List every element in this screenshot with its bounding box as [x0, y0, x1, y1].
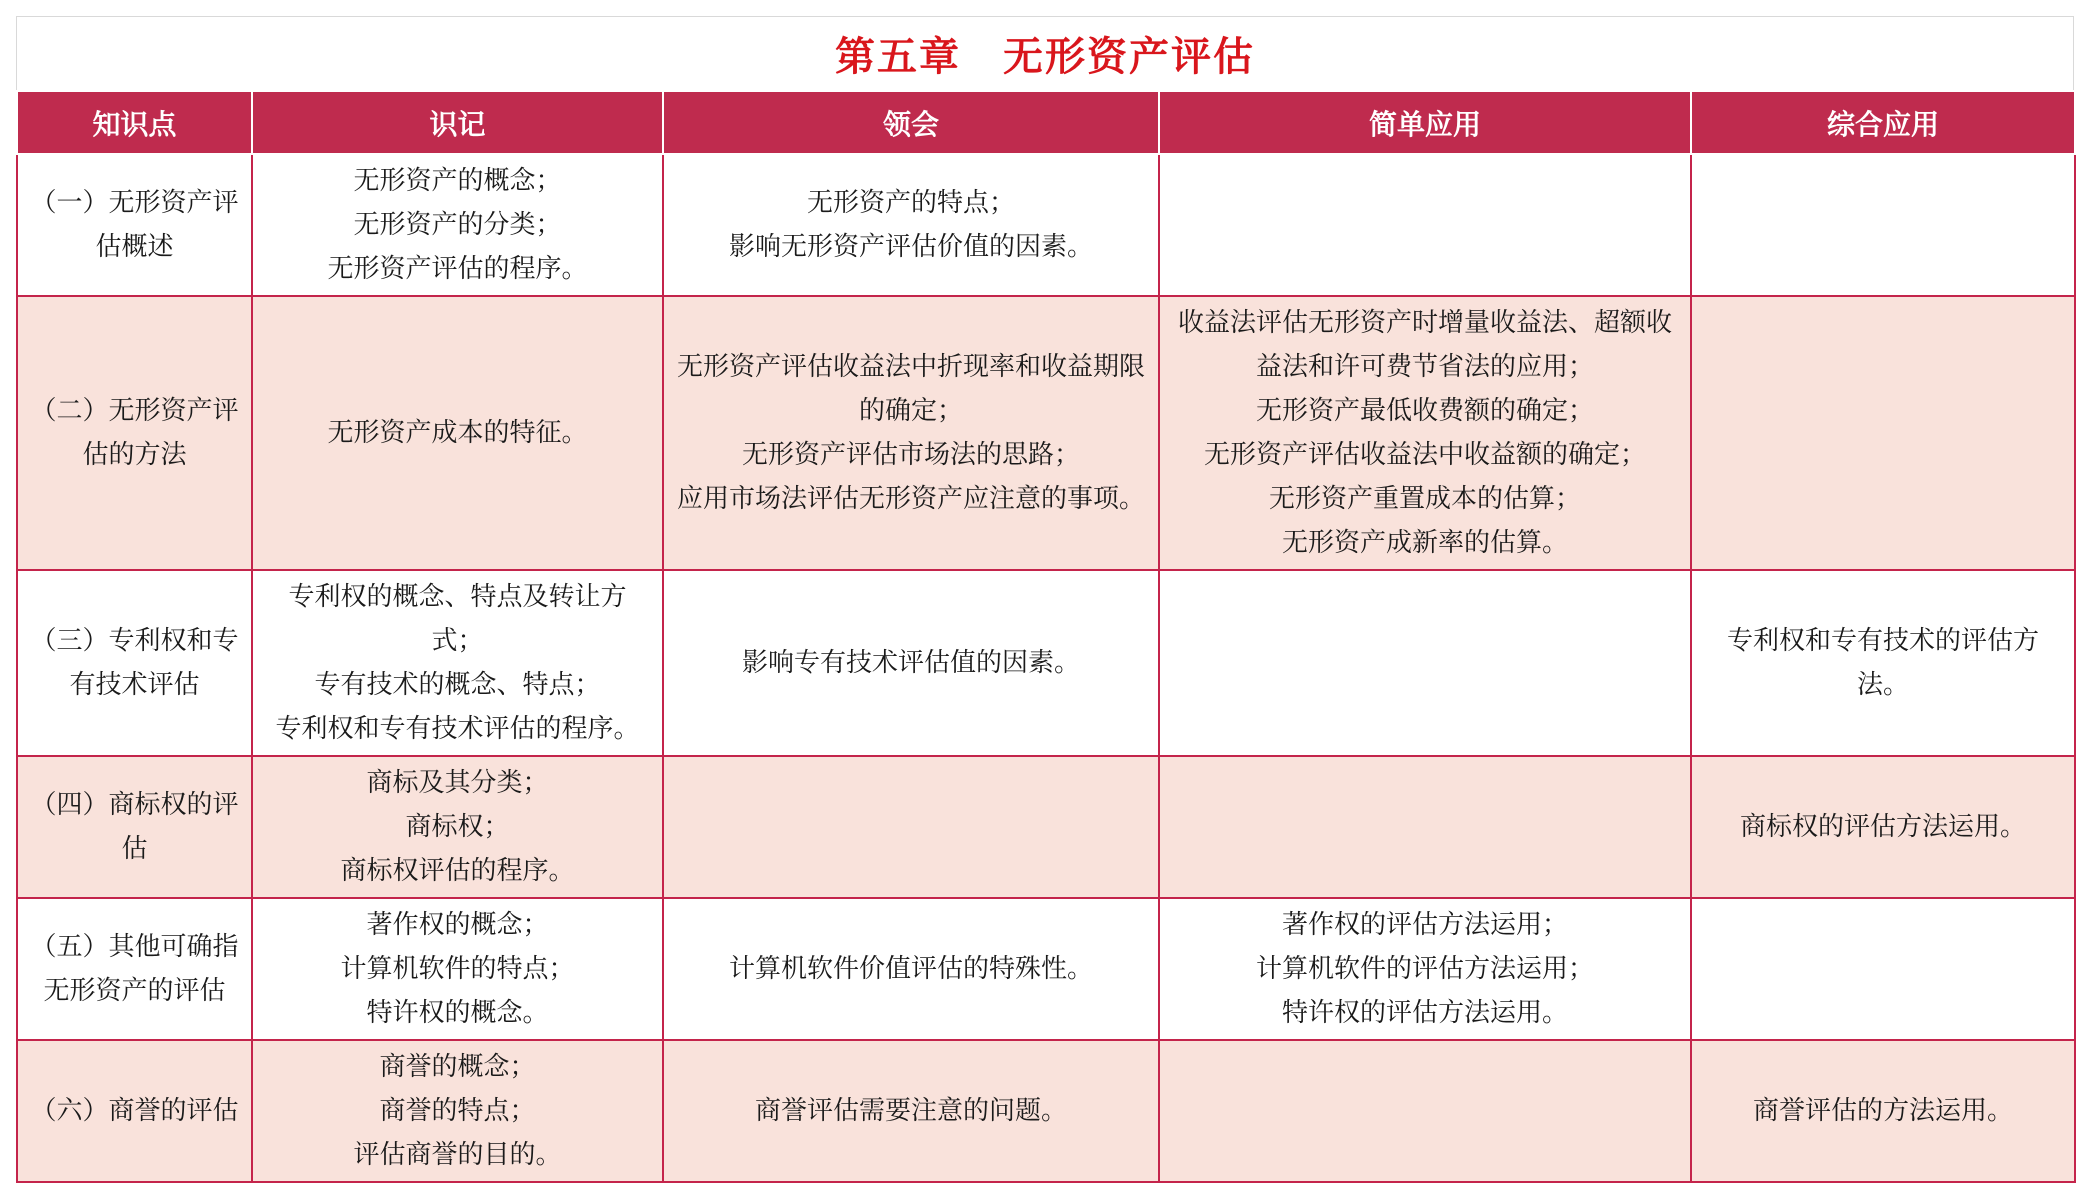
- page-title: 第五章 无形资产评估: [835, 34, 1255, 80]
- cell-knowledge-point: （四）商标权的评估: [17, 756, 252, 898]
- cell-knowledge-point: （五）其他可确指无形资产的评估: [17, 898, 252, 1040]
- table-row: [17, 154, 2075, 296]
- cell-understand: 无形资产的特点； 影响无形资产评估价值的因素。: [663, 154, 1159, 296]
- cell-knowledge-point: （二）无形资产评估的方法: [17, 296, 252, 570]
- document-frame: [16, 16, 2074, 1170]
- cell-knowledge-point: （三）专利权和专有技术评估: [17, 570, 252, 756]
- cell-comprehensive-application: [1691, 296, 2075, 570]
- table-row: [17, 898, 2075, 1040]
- cell-understand: 无形资产评估收益法中折现率和收益期限的确定； 无形资产评估市场法的思路； 应用市场法评估无形资产应注意的事项。: [663, 296, 1159, 570]
- cell-memorize: 著作权的概念； 计算机软件的特点； 特许权的概念。: [252, 898, 663, 1040]
- cell-memorize: 商标及其分类； 商标权； 商标权评估的程序。: [252, 756, 663, 898]
- cell-understand: 商誉评估需要注意的问题。: [663, 1040, 1159, 1182]
- cell-knowledge-point: （一）无形资产评估概述: [17, 154, 252, 296]
- cell-comprehensive-application: [1691, 154, 2075, 296]
- header-understand: 领会: [663, 91, 1159, 154]
- knowledge-table: [16, 90, 2076, 1183]
- header-comprehensive-application: 综合应用: [1691, 91, 2075, 154]
- cell-understand: 影响专有技术评估值的因素。: [663, 570, 1159, 756]
- cell-memorize: 专利权的概念、特点及转让方式； 专有技术的概念、特点； 专利权和专有技术评估的程序。: [252, 570, 663, 756]
- table-row: [17, 756, 2075, 898]
- cell-simple-application: [1159, 570, 1691, 756]
- table-row: [17, 296, 2075, 570]
- header-simple-application: 简单应用: [1159, 91, 1691, 154]
- cell-comprehensive-application: 专利权和专有技术的评估方法。: [1691, 570, 2075, 756]
- cell-simple-application: [1159, 154, 1691, 296]
- table-row: [17, 1040, 2075, 1182]
- cell-simple-application: [1159, 1040, 1691, 1182]
- title-bar: [16, 16, 2074, 90]
- cell-memorize: 无形资产成本的特征。: [252, 296, 663, 570]
- header-row: [17, 91, 2075, 154]
- table-row: [17, 570, 2075, 756]
- cell-comprehensive-application: 商标权的评估方法运用。: [1691, 756, 2075, 898]
- cell-simple-application: 著作权的评估方法运用； 计算机软件的评估方法运用； 特许权的评估方法运用。: [1159, 898, 1691, 1040]
- cell-knowledge-point: （六）商誉的评估: [17, 1040, 252, 1182]
- cell-simple-application: 收益法评估无形资产时增量收益法、超额收益法和许可费节省法的应用； 无形资产最低收费额的确定； 无形资产评估收益法中收益额的确定； 无形资产重置成本的估算； 无形资产成新率的估算。: [1159, 296, 1691, 570]
- cell-comprehensive-application: 商誉评估的方法运用。: [1691, 1040, 2075, 1182]
- cell-understand: [663, 756, 1159, 898]
- cell-simple-application: [1159, 756, 1691, 898]
- cell-memorize: 无形资产的概念； 无形资产的分类； 无形资产评估的程序。: [252, 154, 663, 296]
- header-memorize: 识记: [252, 91, 663, 154]
- cell-comprehensive-application: [1691, 898, 2075, 1040]
- cell-understand: 计算机软件价值评估的特殊性。: [663, 898, 1159, 1040]
- cell-memorize: 商誉的概念； 商誉的特点； 评估商誉的目的。: [252, 1040, 663, 1182]
- header-knowledge-point: 知识点: [17, 91, 252, 154]
